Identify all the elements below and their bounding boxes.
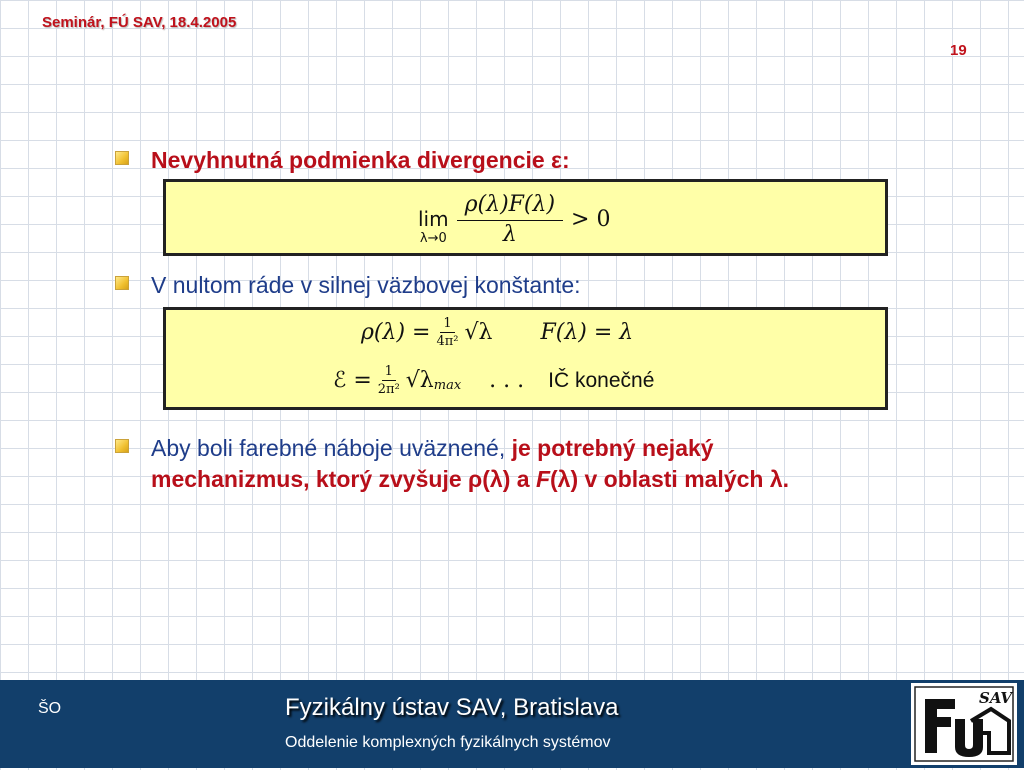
ir-finite-label: IČ konečné xyxy=(548,368,655,392)
department-name: Oddelenie komplexných fyzikálnych systémov xyxy=(285,734,611,751)
bullet-item-zero-order xyxy=(115,270,581,301)
bullet-square-icon xyxy=(115,439,129,453)
energy-subscript: max xyxy=(433,378,462,393)
energy-sqrt: √λ xyxy=(405,368,434,393)
equation-box-limit xyxy=(163,179,888,256)
rho-frac-num: 1 xyxy=(440,316,454,333)
bullet-text-red-3: (λ) v oblasti malých λ. xyxy=(550,466,790,492)
bullet-item-divergence xyxy=(115,145,570,176)
energy-frac-den: 2π² xyxy=(377,382,400,397)
rho-frac-den: 4π² xyxy=(436,334,459,349)
limit-numerator: ρ(λ)F(λ) xyxy=(457,192,563,221)
energy-lhs: ℰ = xyxy=(333,368,372,393)
fu-sav-logo-icon xyxy=(911,683,1017,765)
bullet-text-red-1: je potrebný nejaký xyxy=(511,435,714,461)
ellipsis: . . . xyxy=(489,368,525,393)
rho-sqrt: √λ xyxy=(464,320,493,345)
bullet-text-plain: Aby boli farebné náboje uväznené, xyxy=(151,435,506,461)
page-number: 19 xyxy=(950,42,967,59)
bullet-text xyxy=(151,433,951,495)
footer-bar xyxy=(0,680,1024,768)
author-initials: ŠO xyxy=(38,700,62,717)
bullet-text-red-f: F xyxy=(535,466,550,492)
f-equation: F(λ) = λ xyxy=(540,320,634,345)
lim-operator: lim xyxy=(418,207,449,231)
lim-subscript: λ→0 xyxy=(419,231,447,246)
bullet-text: Nevyhnutná podmienka divergencie ε: xyxy=(151,147,570,173)
bullet-item-mechanism xyxy=(115,433,951,495)
rho-lhs: ρ(λ) = xyxy=(361,320,431,345)
limit-rhs: > 0 xyxy=(571,207,611,232)
seminar-header: Seminár, FÚ SAV, 18.4.2005 xyxy=(42,14,237,31)
bullet-square-icon xyxy=(115,276,129,290)
bullet-text: V nultom ráde v silnej väzbovej konštante: xyxy=(151,272,581,298)
institute-name: Fyzikálny ústav SAV, Bratislava xyxy=(285,694,619,721)
energy-frac-num: 1 xyxy=(382,364,396,381)
equation-box-zero-order xyxy=(163,307,888,410)
limit-denominator: λ xyxy=(502,222,517,247)
logo-sav-text: SAV xyxy=(979,689,1013,707)
bullet-text-red-2: mechanizmus, ktorý zvyšuje ρ(λ) a xyxy=(151,466,530,492)
fu-sav-logo xyxy=(911,683,1017,765)
bullet-square-icon xyxy=(115,151,129,165)
